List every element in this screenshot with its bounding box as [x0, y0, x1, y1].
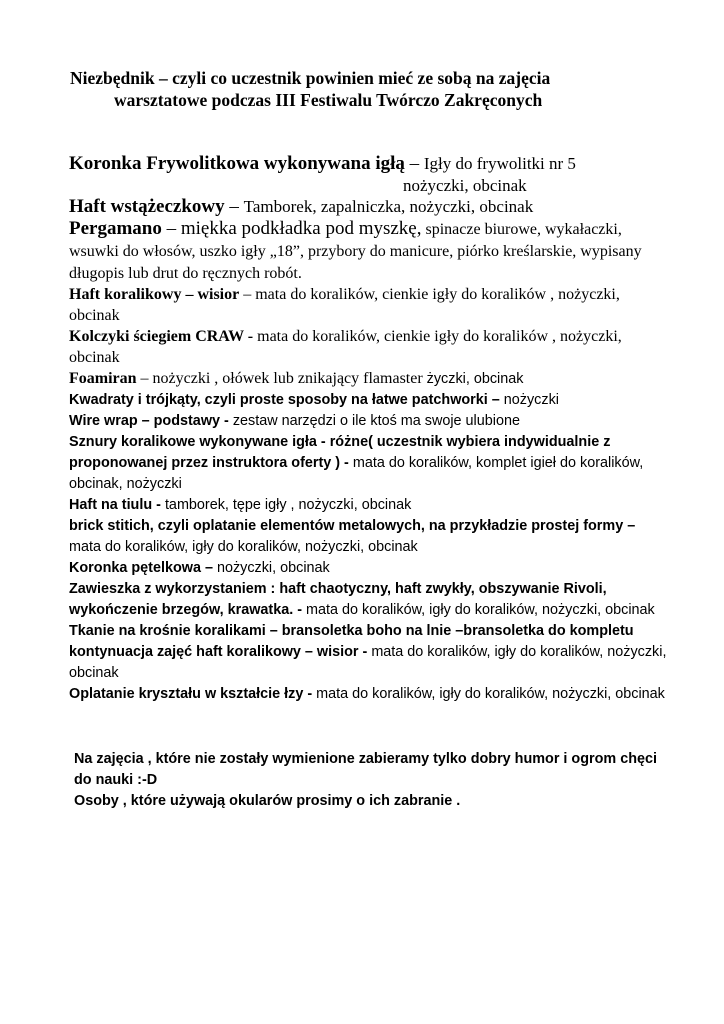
closing-note-glasses: Osoby , które używają okularów prosimy o ich zabranie .	[74, 793, 461, 809]
workshop-supplies-more: życzki, obcinak	[422, 371, 524, 387]
workshop-supplies: nożyczki, obcinak	[216, 560, 330, 576]
list-item-brick-stitch	[69, 516, 669, 558]
supplies-list	[69, 153, 669, 705]
workshop-name: brick stitich, czyli oplatanie elementów metalowych, na przykładzie prostej formy –	[69, 518, 636, 534]
workshop-supplies: Igły do frywolitki nr 5	[423, 154, 576, 173]
list-item-oplatanie-krysztalu	[69, 684, 669, 705]
closing-notes	[69, 749, 669, 812]
list-item-haft-na-tiulu	[69, 495, 669, 516]
workshop-name: Haft koralikowy – wisior	[69, 286, 240, 303]
dash: –	[136, 370, 153, 387]
dash: –	[404, 153, 424, 174]
document-title	[70, 67, 690, 111]
list-item-pergamano	[69, 218, 669, 284]
workshop-supplies-more: spinacze biurowe, wykałaczki, wsuwki do włosów, uszko igły „18”, przybory do manicure, piórko kreślarskie, wypisany długopis lub drut do ręcznych robót.	[69, 221, 642, 282]
workshop-supplies: mata do koralików, igły do koralików, nożyczki, obcinak	[69, 644, 667, 681]
list-item-kolczyki-craw	[69, 326, 669, 368]
list-item-sznury-koralikowe	[69, 432, 669, 495]
workshop-supplies: mata do koralików, igły do koralików, nożyczki, obcinak	[69, 539, 418, 555]
dash: –	[224, 196, 244, 217]
title-line-1: Niezbędnik – czyli co uczestnik powinien mieć ze sobą na zajęcia	[70, 68, 551, 88]
dash: –	[161, 218, 181, 239]
workshop-name: Kwadraty i trójkąty, czyli proste sposoby na łatwe patchworki –	[69, 392, 500, 408]
workshop-name: Zawieszka z wykorzystaniem : haft chaotyczny, haft zwykły, obszywanie Rivoli, wykończenie brzegów, krawatka. -	[69, 581, 607, 618]
workshop-name: Foamiran	[69, 370, 137, 387]
workshop-name: Oplatanie kryształu w kształcie łzy -	[69, 686, 313, 702]
list-item-wire-wrap	[69, 411, 669, 432]
workshop-supplies: mata do koralików, igły do koralików, nożyczki, obcinak	[316, 686, 665, 702]
workshop-supplies: mata do koralików, komplet igieł do koralików, obcinak, nożyczki	[69, 455, 644, 492]
workshop-supplies: mata do koralików, igły do koralików, nożyczki, obcinak	[306, 602, 655, 618]
workshop-name: Kolczyki ściegiem CRAW -	[69, 328, 254, 345]
workshop-name: Koronka pętelkowa –	[69, 560, 213, 576]
workshop-supplies: nożyczki , ołówek lub znikający flamaster	[152, 370, 423, 387]
workshop-supplies: miękka podkładka pod myszkę,	[180, 218, 422, 239]
list-item-zawieszka	[69, 579, 669, 621]
workshop-name: Koronka Frywolitkowa wykonywana igłą	[69, 153, 405, 174]
workshop-supplies: nożyczki	[503, 392, 559, 408]
workshop-name: Sznury koralikowe wykonywane igła - różne( uczestnik wybiera indywidualnie z proponowanej przez instruktora oferty ) -	[69, 434, 611, 471]
workshop-supplies: Tamborek, zapalniczka, nożyczki, obcinak	[243, 197, 534, 216]
workshop-name: Wire wrap – podstawy -	[69, 413, 229, 429]
workshop-supplies: mata do koralików, cienkie igły do koralików , nożyczki, obcinak	[69, 328, 622, 366]
list-item-koronka-frywolitkowa	[69, 153, 669, 196]
list-item-haft-koralikowy-wisior	[69, 284, 669, 326]
workshop-supplies: mata do koralików, cienkie igły do koralików , nożyczki, obcinak	[69, 286, 620, 324]
dash: –	[239, 286, 256, 303]
list-item-haft-wstazeczkowy	[69, 196, 669, 218]
list-item-foamiran	[69, 368, 669, 390]
workshop-supplies: tamborek, tępe igły , nożyczki, obcinak	[164, 497, 412, 513]
list-item-kwadraty-trojkaty	[69, 390, 669, 411]
workshop-name: Haft wstążeczkowy	[69, 196, 225, 217]
workshop-name: Pergamano	[69, 218, 162, 239]
workshop-name: Haft na tiulu -	[69, 497, 161, 513]
workshop-supplies-continued: nożyczki, obcinak	[403, 176, 527, 195]
workshop-name: Tkanie na krośnie koralikami – bransoletka boho na lnie –bransoletka do kompletu kontynuacja zajęć haft koralikowy – wisior -	[69, 623, 634, 660]
list-item-tkanie-na-krosnie	[69, 621, 669, 684]
closing-note-other-workshops: Na zajęcia , które nie zostały wymienione zabieramy tylko dobry humor i ogrom chęci do nauki :-D	[74, 751, 657, 788]
title-line-2: warsztatowe podczas III Festiwalu Twórczo Zakręconych	[114, 90, 543, 110]
list-item-koronka-petelkowa	[69, 558, 669, 579]
workshop-supplies: zestaw narzędzi o ile ktoś ma swoje ulubione	[232, 413, 520, 429]
